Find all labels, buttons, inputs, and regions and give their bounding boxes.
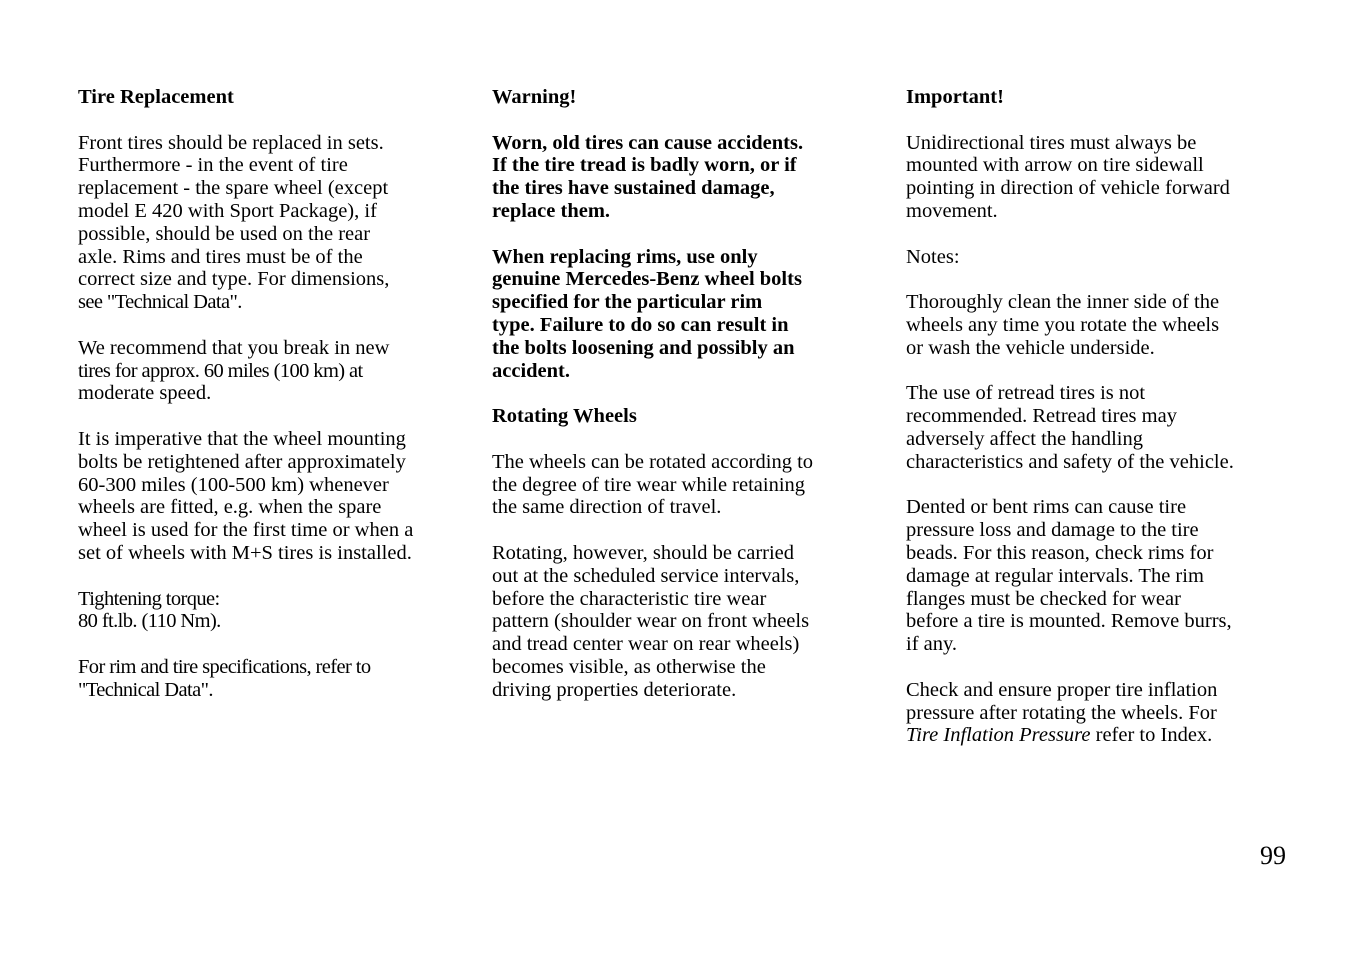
paragraph-rotation-intervals: Rotating, however, should be carried out at the scheduled service intervals, before the characteristic tire wear pattern (shoulder wear on front wheels and tread center wear on rear wheels) becomes visible, as otherwise the driving properties deteriorate.: [492, 541, 810, 701]
notes-label: Notes:: [906, 245, 960, 268]
paragraph-retread-tires: The use of retread tires is not recommended. Retread tires may adversely affect the handling characteristics and safety of the vehicle.: [906, 382, 1234, 473]
paragraph-retighten-bolts: It is imperative that the wheel mounting bolts be retightened after approximately 60-300 miles (100-500 km) whenever wheels are fitted, e.g. when the spare wheel is used for the first time or when a set of wheels with M+S tires is installed.: [78, 427, 414, 564]
index-reference-tire-inflation-pressure: Tire Inflation Pressure: [906, 724, 1091, 747]
column-tire-replacement: [78, 86, 458, 724]
column-warning-rotating: [492, 86, 867, 724]
paragraph-bent-rims: Dented or bent rims can cause tire pressure loss and damage to the tire beads. For this reason, check rims for damage at regular intervals. The rim flanges must be checked for wear before a tire is mounted. Remove burrs, if any.: [906, 496, 1232, 656]
column-important-notes: [906, 86, 1306, 770]
paragraph-rim-specs: For rim and tire specifications, refer to "Technical Data".: [78, 655, 371, 701]
heading-tire-replacement: Tire Replacement: [78, 86, 234, 108]
heading-important: Important!: [906, 86, 1004, 108]
page-number: 99: [1260, 841, 1286, 870]
heading-rotating-wheels: Rotating Wheels: [492, 405, 637, 428]
paragraph-clean-wheels: Thoroughly clean the inner side of the wheels any time you rotate the wheels or wash the vehicle underside.: [906, 291, 1220, 359]
paragraph-unidirectional: Unidirectional tires must always be mounted with arrow on tire sidewall pointing in direction of vehicle forward movement.: [906, 131, 1230, 222]
warning-worn-tires: Worn, old tires can cause accidents. If the tire tread is badly worn, or if the tires have sustained damage, replace them.: [492, 131, 804, 222]
paragraph-rotation-wear: The wheels can be rotated according to the degree of tire wear while retaining the same direction of travel.: [492, 450, 814, 519]
paragraph-break-in: We recommend that you break in new tires for approx. 60 miles (100 km) at moderate speed.: [78, 336, 390, 405]
paragraph-inflation-pressure: Check and ensure proper tire inflation pressure after rotating the wheels. For Tire Inflation Pressure refer to Index.: [906, 678, 1218, 747]
warning-wheel-bolts: When replacing rims, use only genuine Mercedes-Benz wheel bolts specified for the particular rim type. Failure to do so can result in the bolts loosening and possibly an accident.: [492, 245, 802, 382]
heading-warning: Warning!: [492, 86, 577, 108]
paragraph-tightening-torque: Tightening torque: 80 ft.lb. (110 Nm).: [78, 587, 221, 633]
paragraph-front-tires: Front tires should be replaced in sets. Furthermore - in the event of tire replacement - the spare wheel (except model E 420 with Sport Package), if possible, should be used on the rear axle. Rims and tires must be of the correct size and type. For dimensions, see "Technical Data".: [78, 131, 390, 314]
